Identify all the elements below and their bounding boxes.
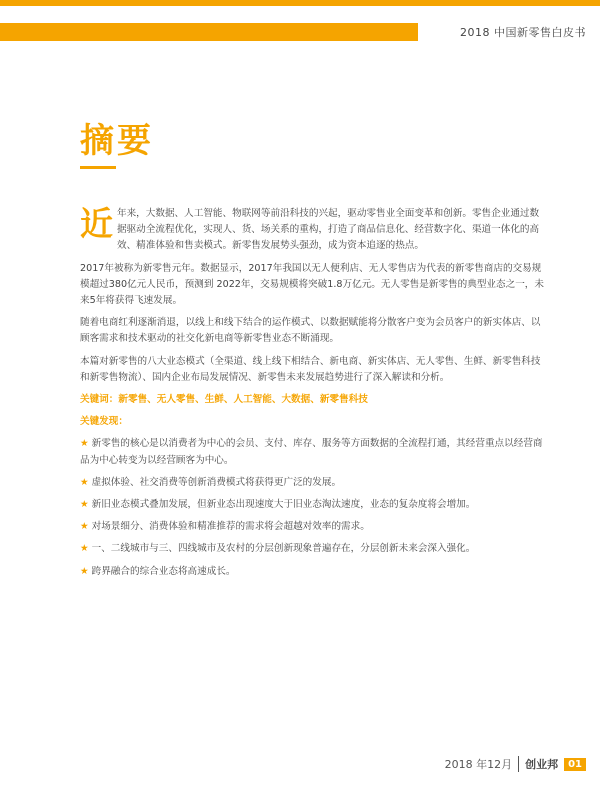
star-icon: ★ xyxy=(80,521,89,533)
top-accent-bar xyxy=(0,0,600,6)
paragraph-4: 本篇对新零售的八大业态模式（全渠道、线上线下相结合、新电商、新实体店、无人零售、生鲜、新零售科技和新零售物流）、国内企业布局发展情况、新零售未来发展趋势进行了深入解读和分析。 xyxy=(80,355,541,383)
header-accent-bar xyxy=(0,23,418,41)
finding-item xyxy=(80,519,548,535)
finding-text: 一、二线城市与三、四线城市及农村的分层创新现象普遍存在，分层创新未来会深入强化。 xyxy=(91,543,476,555)
header-title: 2018 中国新零售白皮书 xyxy=(460,26,586,39)
finding-text: 虚拟体验、社交消费等创新消费模式将获得更广泛的发展。 xyxy=(91,476,342,488)
section-title: 摘要 xyxy=(80,121,154,161)
finding-item xyxy=(80,475,548,491)
star-icon: ★ xyxy=(80,499,89,511)
finding-item xyxy=(80,497,548,513)
footer-brand: 创业邦 xyxy=(518,756,558,772)
finding-text: 对场景细分、消费体验和精准推荐的需求将会超越对效率的需求。 xyxy=(91,521,370,533)
findings-label: 关键发现： xyxy=(80,416,128,428)
star-icon: ★ xyxy=(80,438,89,450)
finding-item xyxy=(80,436,548,468)
finding-text: 新零售的核心是以消费者为中心的会员、支付、库存、服务等方面数据的全流程打通，其经营重点以经营商品为中心转变为以经营顾客为中心。 xyxy=(80,438,543,466)
finding-text: 跨界融合的综合业态将高速成长。 xyxy=(91,565,236,577)
finding-item xyxy=(80,564,548,580)
finding-item xyxy=(80,541,548,557)
dropcap: 近 xyxy=(80,204,113,243)
star-icon: ★ xyxy=(80,565,89,577)
star-icon: ★ xyxy=(80,543,89,555)
paragraph-1 xyxy=(80,206,548,255)
paragraph-3: 随着电商红利逐渐消退，以线上和线下结合的运作模式、以数据赋能将分散客户变为会员客户的新实体店、以顾客需求和技术驱动的社交化新电商等新零售业态不断涌现。 xyxy=(80,317,541,345)
page-number: 01 xyxy=(564,758,586,771)
finding-text: 新旧业态模式叠加发展，但新业态出现速度大于旧业态淘汰速度，业态的复杂度将会增加。 xyxy=(91,499,476,511)
footer-date: 2018 年12月 xyxy=(444,758,513,771)
paragraph-1-text: 年来，大数据、人工智能、物联网等前沿科技的兴起，驱动零售业全面变革和创新。零售企业通过数据驱动全流程优化，实现人、货、场关系的重构，打造了商品信息化、经营数字化、渠道一体化的高效、精准体验和售卖模式。新零售发展势头强劲，成为资本追逐的热点。 xyxy=(117,208,540,252)
title-underline xyxy=(80,166,116,169)
main-content xyxy=(80,206,548,586)
keywords-line: 关键词：新零售、无人零售、生鲜、人工智能、大数据、新零售科技 xyxy=(80,394,368,406)
footer xyxy=(445,756,586,772)
paragraph-2: 2017年被称为新零售元年。数据显示，2017年我国以无人便利店、无人零售店为代表的新零售商店的交易规模超过380亿元人民币，预测到 2022年，交易规模将突破1.8万亿元。无人零售是新零售的典型业态之一，未来5年将获得飞速发展。 xyxy=(80,262,544,307)
star-icon: ★ xyxy=(80,476,89,488)
